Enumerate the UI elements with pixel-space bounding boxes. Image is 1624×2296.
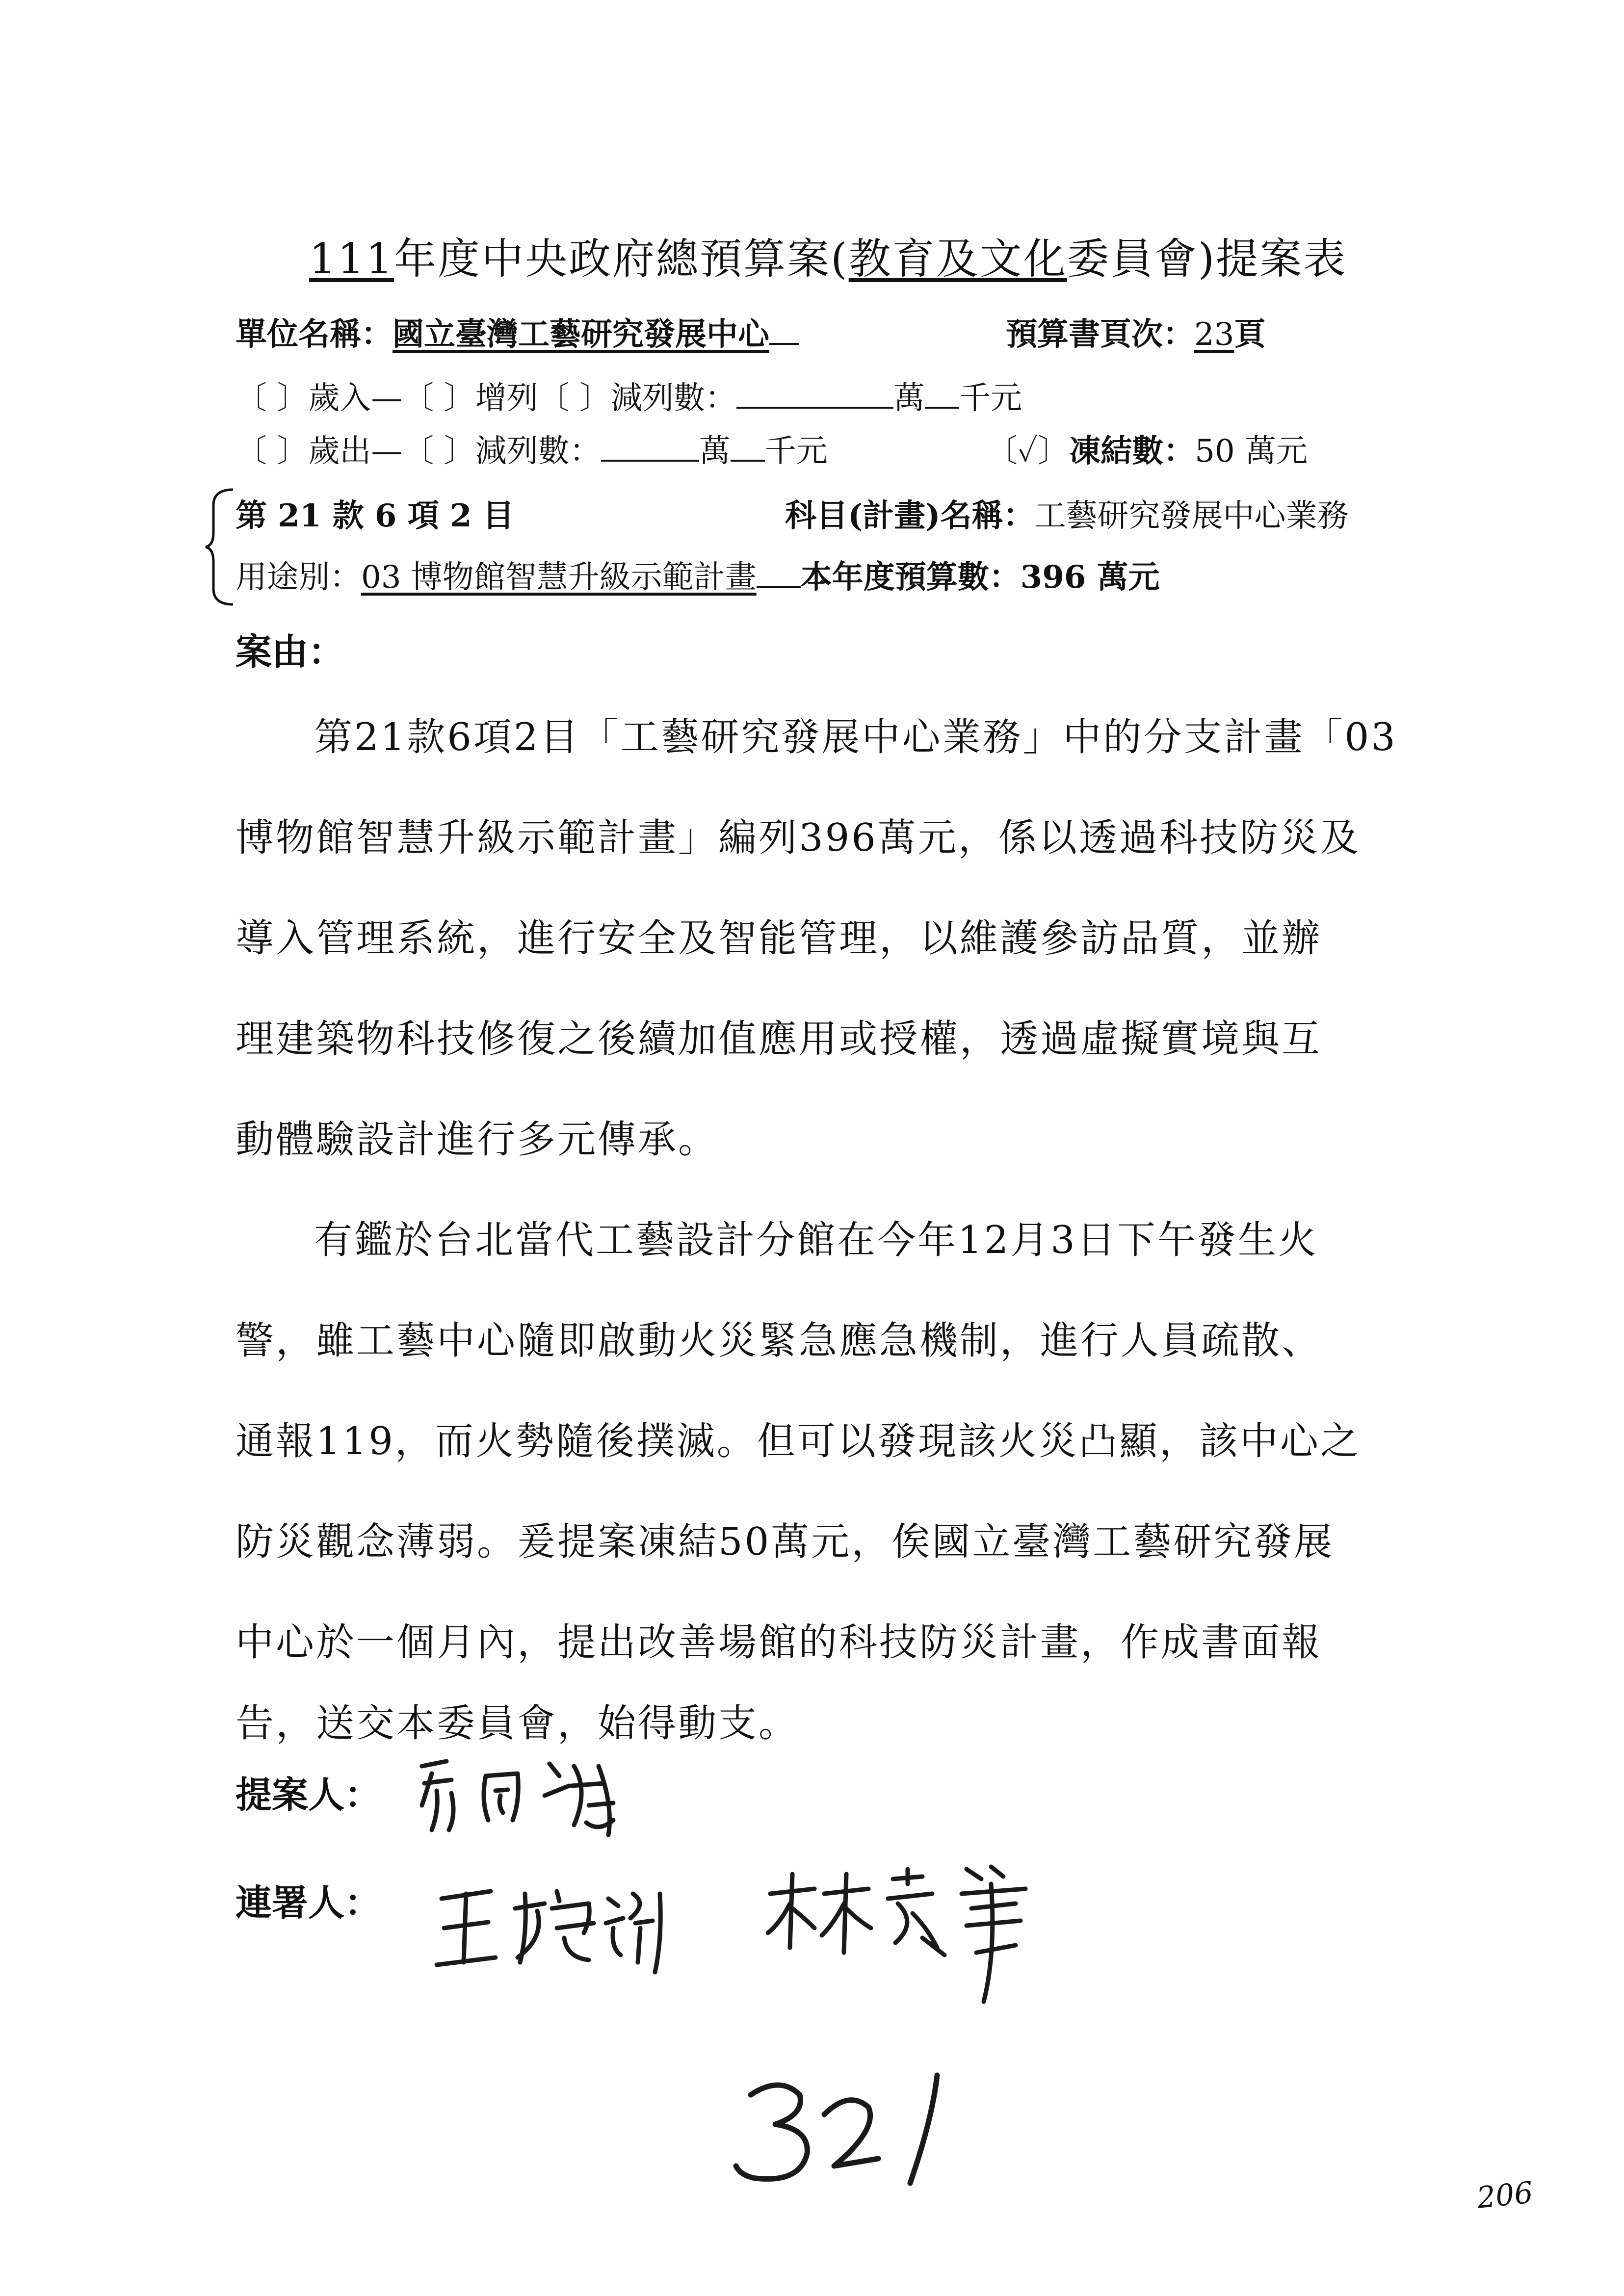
body-line: 第21款6項2目「工藝研究發展中心業務」中的分支計畫「03 <box>314 715 1397 759</box>
item-bracket <box>204 486 238 608</box>
title-suffix: 委員會)提案表 <box>1067 235 1347 284</box>
expense-text: 〔 〕歲出—〔 〕減列數： <box>236 433 601 470</box>
page-ref-value: 23 <box>1194 316 1234 353</box>
unit-row <box>236 309 799 354</box>
proposer-signature <box>402 1747 657 1845</box>
subject-value: 工藝研究發展中心業務 <box>1034 498 1349 534</box>
subject-row <box>785 491 1349 536</box>
title-committee: 教育及文化 <box>848 235 1067 284</box>
page-ref-suffix: 頁 <box>1234 316 1266 353</box>
purpose-label: 用途別： <box>236 559 361 596</box>
unit-label: 單位名稱： <box>236 316 393 353</box>
handwritten-number <box>721 2061 996 2198</box>
body-line: 通報119，而火勢隨後撲滅。但可以發現該火災凸顯，該中心之 <box>236 1419 1361 1463</box>
body-line: 理建築物科技修復之後續加值應用或授權，透過虛擬實境與互 <box>236 1017 1322 1061</box>
expense-qian: 千元 <box>764 433 828 470</box>
purpose-value: 03 博物館智慧升級示範計畫 <box>361 559 757 596</box>
page-number: 206 <box>1475 2175 1535 2216</box>
freeze-checkbox: 〔✓〕 <box>986 433 1070 470</box>
freeze-label: 凍結數： <box>1069 433 1195 470</box>
body-line: 中心於一個月內，提出改善場館的科技防災計畫，作成書面報 <box>236 1620 1322 1665</box>
freeze-value: 50 萬元 <box>1195 433 1308 470</box>
cosigner-signature-1 <box>432 1864 687 1982</box>
unit-value: 國立臺灣工藝研究發展中心 <box>393 316 769 353</box>
title-prefix: 年度中央政府總預算案( <box>394 235 849 284</box>
revenue-wan: 萬 <box>893 380 925 417</box>
page-title <box>309 225 1347 286</box>
body-line: 防災觀念薄弱。爰提案凍結50萬元，俟國立臺灣工藝研究發展 <box>236 1520 1335 1564</box>
purpose-row <box>236 552 1160 597</box>
revenue-row <box>236 373 1022 418</box>
freeze-row <box>986 426 1308 471</box>
body-line: 有鑑於台北當代工藝設計分館在今年12月3日下午發生火 <box>314 1218 1318 1262</box>
reason-label: 案由： <box>236 631 344 673</box>
item-code: 第 21 款 6 項 2 目 <box>236 497 514 534</box>
cosigner-signature-2 <box>760 1854 1065 2011</box>
budget-value: 396 萬元 <box>1020 559 1160 596</box>
revenue-qian: 千元 <box>959 380 1022 417</box>
page-ref-row <box>1006 309 1265 354</box>
title-year: 111 <box>309 235 394 284</box>
expense-wan: 萬 <box>699 433 731 470</box>
revenue-text: 〔 〕歲入—〔 〕增列〔 〕減列數： <box>236 380 737 417</box>
expense-row <box>236 426 828 471</box>
page-ref-label: 預算書頁次： <box>1006 316 1194 353</box>
cosigner-label: 連署人： <box>236 1882 381 1924</box>
body-line: 告，送交本委員會，始得動支。 <box>236 1701 799 1746</box>
budget-label: 本年度預算數： <box>800 559 1021 596</box>
body-line: 動體驗設計進行多元傳承。 <box>236 1118 719 1162</box>
subject-label: 科目(計畫)名稱： <box>785 497 1035 534</box>
body-line: 警，雖工藝中心隨即啟動火災緊急應急機制，進行人員疏散、 <box>236 1319 1322 1363</box>
proposer-label: 提案人： <box>236 1774 381 1816</box>
body-line: 博物館智慧升級示範計畫」編列396萬元，係以透過科技防災及 <box>236 816 1361 860</box>
body-line: 導入管理系統，進行安全及智能管理，以維護參訪品質，並辦 <box>236 916 1322 961</box>
